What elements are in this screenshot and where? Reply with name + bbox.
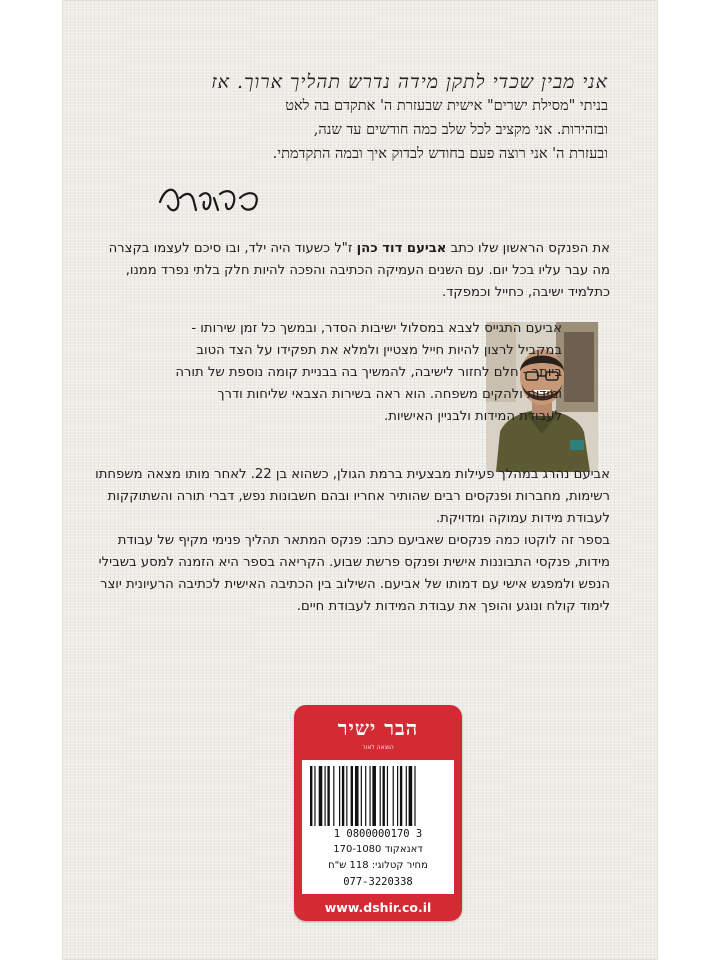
barcode-stripe — [387, 766, 388, 826]
barcode-stripe — [400, 766, 402, 826]
barcode-stripe — [397, 766, 398, 826]
quote-line-1: אני מבין שכדי לתקן מידה נדרש תהליך ארוך. אז — [211, 71, 608, 93]
bio-p1-text: את הפנקס הראשון שלו כתב — [446, 241, 610, 256]
publisher-tagline: הוצאה לאור — [362, 744, 394, 751]
barcode-stripe — [346, 766, 347, 826]
publisher-website: www.dshir.co.il — [294, 894, 462, 921]
barcode-sticker — [294, 705, 462, 921]
barcode-stripe — [351, 766, 353, 826]
barcode-stripe — [355, 766, 359, 826]
sticker-border-left — [294, 760, 302, 894]
sticker-border-right — [454, 760, 462, 894]
barcode-stripe — [406, 766, 407, 826]
barcode-stripe — [369, 766, 370, 826]
signature — [156, 180, 266, 220]
bio-paragraph-3: אביעם נהרג במהלך פעילות מבצעית ברמת הגולן, כשהוא בן 22. לאחר מותו מצאה משפחתו רשימות, מחברות ופנקסים רבים שהותיר אחריו ובהם חשבונות נפש, דברי תורה והשתוקקות לעבודת מידות עמוקה ומדויקת. — [95, 467, 610, 526]
barcode-stripe — [361, 766, 362, 826]
barcode-stripe — [414, 766, 415, 826]
publisher-name: הבר ישיר — [337, 716, 419, 740]
publisher-phone: 077-3220338 — [343, 876, 413, 888]
barcode-stripe — [325, 766, 326, 826]
barcode-stripe — [380, 766, 381, 826]
barcode-number: 1 0800000170 3 — [333, 828, 423, 840]
quote-line-4: ובעזרת ה' אני רוצה פעם בחודש לבדוק איך ובמה התקדמתי. — [272, 146, 608, 162]
barcode-stripe — [409, 766, 413, 826]
barcode-stripe — [342, 766, 344, 826]
barcode-stripe — [383, 766, 385, 826]
barcode-stripe — [365, 766, 366, 826]
barcode-stripe — [319, 766, 323, 826]
barcode-stripe — [339, 766, 340, 826]
bio-p1-text-end: ז"ל כשעוד היה ילד, ובו סיכם לעצמו בקצרה מה עבר עליו בכל יום. עם השנים העמיקה הכתיבה והפכה להיות חלק בלתי נפרד ממנו, כתלמיד ישיבה, כחייל וכמפקד. — [108, 241, 610, 300]
bio-paragraph-4: בספר זה לוקטו כמה פנקסים שאביעם כתב: פנקס המתאר תהליך פנימי מקיף של עבודת מידות, פנקסי התבוננות אישית ופנקס פרשת שבוע. הקריאה בספר היא הזמנה למסע בשבילי הנפש ולמפגש אישי עם דמותו של אביעם. השילוב בין הכתיבה האישית לכתיבה הרעיונית יוצר לימוד קולח ונוגע והופך את עבודת המידות לעבודת חיים. — [98, 533, 610, 614]
barcode-stripe — [333, 766, 334, 826]
barcode-stripe — [310, 766, 312, 826]
barcode-stripe — [393, 766, 394, 826]
quote-line-3: ובזהירות. אני מקציב לכל שלב כמה חודשים עד שנה, — [313, 122, 608, 138]
dunnacode: דאנאקוד 170-1080 — [333, 844, 423, 855]
bio-paragraph-1 — [90, 238, 610, 304]
handwritten-quote — [108, 70, 608, 166]
bio-paragraph-2: אביעם התגייס לצבא במסלול ישיבות הסדר, ובמשך כל זמן שירותו - במקביל לרצון להיות חייל מצטיין ולמלא את תפקידו על הצד הטוב ביותר - חלם לחזור לישיבה, להמשיך בה בבניית קומה נוספת של תורה ומידות ולהקים משפחה. הוא ראה בשירות הצבאי שליחות ודרך לעבודת המידות ולבניין האישיות. — [175, 321, 562, 424]
barcode-stripe — [372, 766, 376, 826]
barcode-bars — [310, 766, 446, 826]
publisher-logo — [294, 705, 462, 760]
quote-line-2: בניתי "מסילת ישרים" אישית שבעזרת ה' אתקדם בה לאט — [285, 98, 608, 114]
author-name: אביעם דוד כהן — [356, 241, 447, 256]
barcode-stripe — [327, 766, 329, 826]
barcode-panel — [302, 760, 454, 894]
barcode-stripe — [314, 766, 315, 826]
catalog-price: מחיר קטלוגי: 118 ש"ח — [328, 860, 428, 871]
